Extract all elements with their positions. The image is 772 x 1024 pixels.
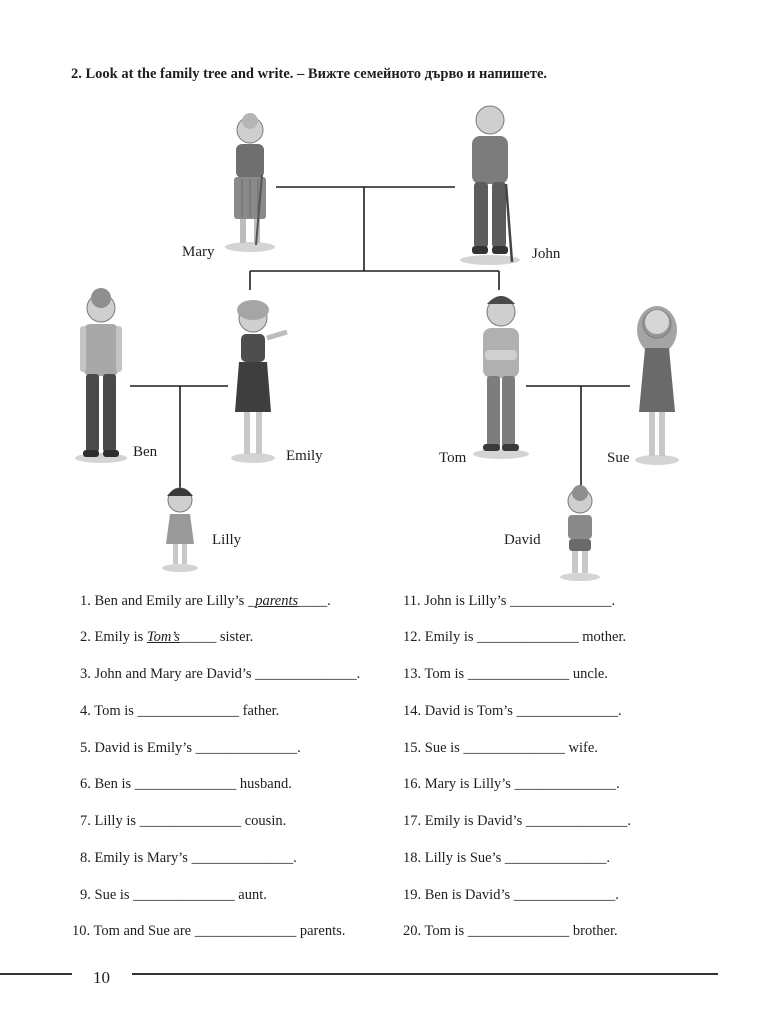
label-ben: Ben	[133, 444, 158, 460]
label-mary: Mary	[182, 244, 215, 260]
label-john: John	[532, 246, 561, 262]
answer-2[interactable]: Tom’s	[146, 629, 180, 645]
sentence-14[interactable]: 14. David is Tom’s ______________.	[403, 703, 622, 719]
sentence-12[interactable]: 12. Emily is ______________ mother.	[403, 629, 627, 645]
sentence-3[interactable]: 3. John and Mary are David’s ______________.	[80, 666, 361, 682]
label-tom: Tom	[439, 450, 467, 466]
sentence-20[interactable]: 20. Tom is ______________ brother.	[403, 923, 618, 939]
footer-rule-left	[0, 973, 72, 975]
sentence-7[interactable]: 7. Lilly is ______________ cousin.	[80, 813, 287, 829]
sentence-9[interactable]: 9. Sue is ______________ aunt.	[80, 887, 267, 903]
sentence-1[interactable]: 1. Ben and Emily are Lilly’s _parents____.	[80, 593, 331, 609]
sentence-17[interactable]: 17. Emily is David’s ______________.	[403, 813, 631, 829]
sentence-5[interactable]: 5. David is Emily’s ______________.	[80, 740, 301, 756]
sentence-13[interactable]: 13. Tom is ______________ uncle.	[403, 666, 608, 682]
page-number: 10	[93, 968, 110, 987]
sentence-18[interactable]: 18. Lilly is Sue’s ______________.	[403, 850, 611, 866]
answer-1[interactable]: parents	[255, 593, 299, 609]
sentence-10[interactable]: 10. Tom and Sue are ______________ parents.	[72, 923, 346, 939]
sentence-16[interactable]: 16. Mary is Lilly’s ______________.	[403, 776, 620, 792]
label-emily: Emily	[286, 448, 323, 464]
sentence-15[interactable]: 15. Sue is ______________ wife.	[403, 740, 598, 756]
sentence-4[interactable]: 4. Tom is ______________ father.	[80, 703, 280, 719]
exercise-title: 2. Look at the family tree and write. – Вижте семейното дърво и напишете.	[71, 66, 548, 82]
footer-rule-right	[132, 973, 718, 975]
sentence-8[interactable]: 8. Emily is Mary’s ______________.	[80, 850, 297, 866]
sentence-11[interactable]: 11. John is Lilly’s ______________.	[403, 593, 616, 609]
label-sue: Sue	[607, 450, 630, 466]
sentence-2[interactable]: 2. Emily is Tom’s_____ sister.	[80, 629, 254, 645]
label-david: David	[504, 532, 541, 548]
label-lilly: Lilly	[212, 532, 242, 548]
sentence-6[interactable]: 6. Ben is ______________ husband.	[80, 776, 292, 792]
sentence-19[interactable]: 19. Ben is David’s ______________.	[403, 887, 619, 903]
